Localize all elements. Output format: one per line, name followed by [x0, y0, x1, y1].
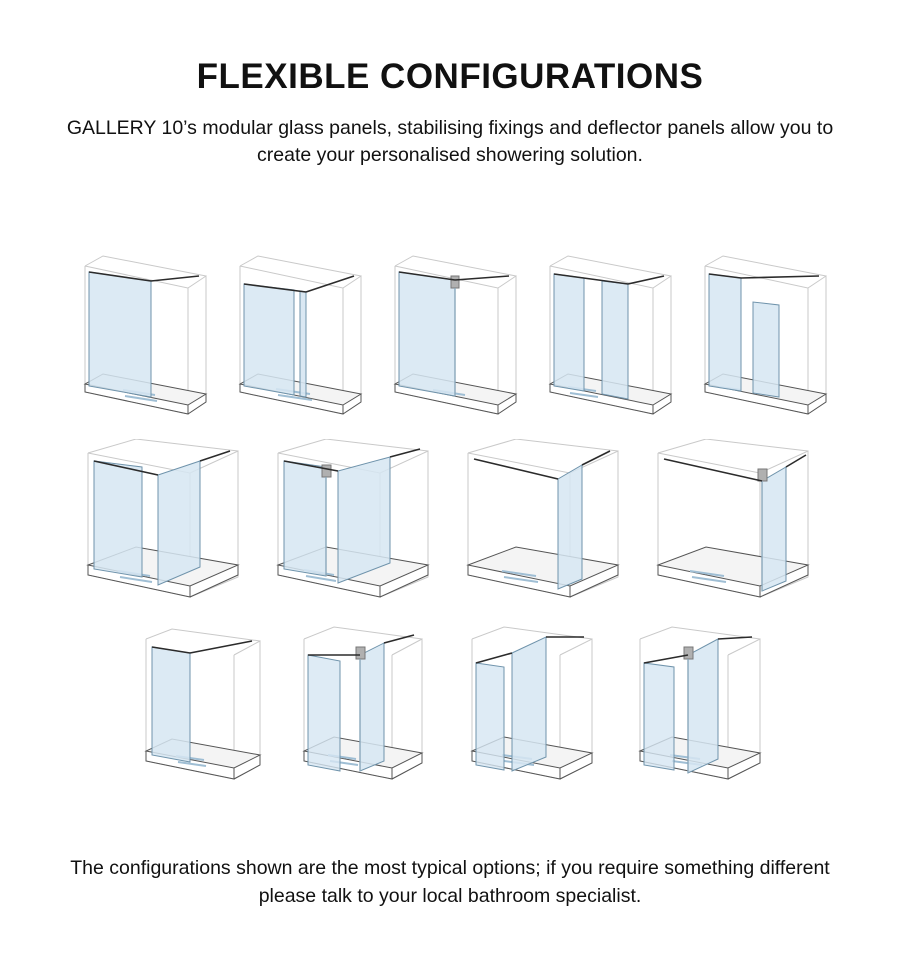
config-7[interactable] [260, 439, 450, 619]
configuration-row-1 [0, 254, 900, 429]
tray [468, 547, 618, 597]
glass-panel-right [602, 281, 628, 399]
glass-panel-return [360, 643, 384, 771]
footer-note: The configurations shown are the most typical options; if you require something different please talk to your local bathroom specialist. [70, 856, 830, 907]
configuration-row-3 [0, 625, 900, 805]
config-3[interactable] [373, 254, 528, 429]
configuration-grid [0, 254, 900, 805]
glass-panel-wall [308, 655, 340, 771]
glass-panel [152, 647, 190, 762]
configuration-row-2 [0, 439, 900, 619]
intro-text: GALLERY 10’s modular glass panels, stabilising fixings and deflector panels allow you to create your personalised showering solution. [66, 116, 834, 167]
glass-panel-end [762, 467, 786, 591]
config-10[interactable] [114, 625, 282, 805]
config-1[interactable] [63, 254, 218, 429]
glass-panel-right [338, 457, 390, 583]
poster-page [0, 58, 900, 958]
config-6[interactable] [70, 439, 260, 619]
deflector-panel [753, 302, 779, 397]
glass-panel-wall [644, 663, 674, 770]
config-5[interactable] [683, 254, 838, 429]
glass-panel-left [94, 461, 142, 577]
config-2[interactable] [218, 254, 373, 429]
glass-panel-main [244, 284, 294, 395]
config-9[interactable] [640, 439, 830, 619]
config-13[interactable] [618, 625, 786, 805]
glass-panel [89, 272, 151, 397]
glass-panel-main [709, 274, 741, 391]
page-title: FLEXIBLE CONFIGURATIONS [196, 57, 704, 96]
config-12[interactable] [450, 625, 618, 805]
config-4[interactable] [528, 254, 683, 429]
glass-panel-end [558, 465, 582, 589]
config-8[interactable] [450, 439, 640, 619]
glass-panel-wall [476, 663, 504, 770]
ceiling-bracing-bar [474, 451, 610, 479]
glass-panel-left [284, 461, 326, 576]
glass-panel-left [554, 274, 584, 391]
glass-panel-return [512, 637, 546, 771]
config-11[interactable] [282, 625, 450, 805]
deflector-panel [300, 291, 306, 397]
glass-panel [399, 272, 455, 396]
glass-panel-right [158, 461, 200, 585]
